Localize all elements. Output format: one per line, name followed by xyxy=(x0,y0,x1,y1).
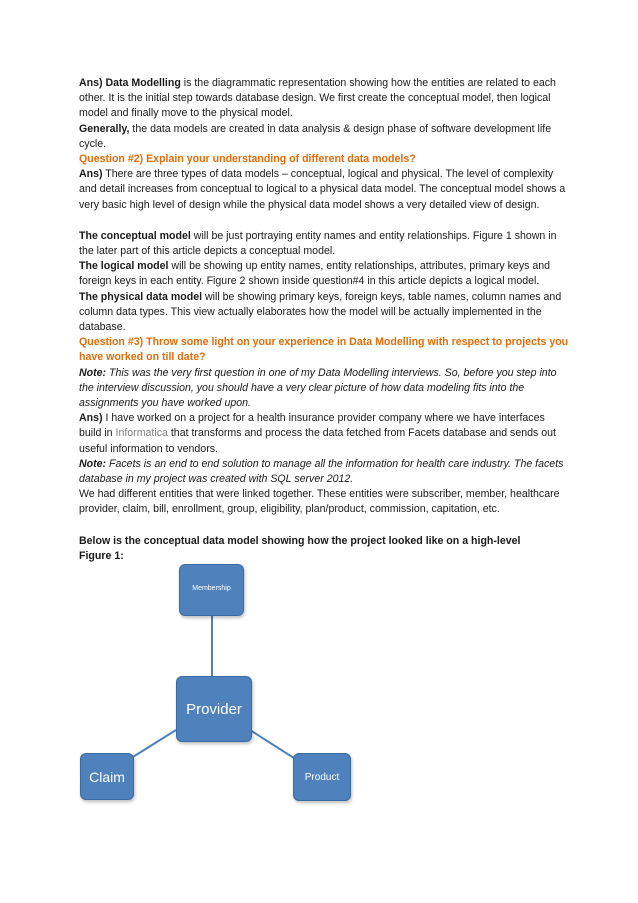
paragraph-generally xyxy=(79,122,569,152)
paragraph-ans2 xyxy=(79,167,569,213)
paragraph-logical xyxy=(79,259,569,289)
paragraph-physical xyxy=(79,290,569,336)
conceptual-lead: The conceptual model xyxy=(79,229,191,242)
logical-text: will be showing up entity names, entity relationships, attributes, primary keys and foreign keys in each entity. Figure 2 shown inside question#4 in this article depicts a logical model. xyxy=(79,260,551,288)
paragraph-note2 xyxy=(79,457,569,487)
paragraph-entities: We had different entities that were linked together. These entities were subscriber, member, healthcare provider, claim, bill, enrollment, group, eligibility, plan/product, commission, capitation, etc. xyxy=(79,488,560,516)
generally-text: the data models are created in data analysis & design phase of software development life cycle. xyxy=(79,122,552,150)
physical-lead: The physical data model xyxy=(79,290,203,303)
logical-lead: The logical model xyxy=(79,260,169,273)
ans2-text: There are three types of data models – conceptual, logical and physical. The level of complexity and detail increases from conceptual to logical to a physical data model. The conceptual model shows a very basic high level of design while the physical data model shows a very detailed view of design. xyxy=(79,168,566,211)
connector-provider-product xyxy=(250,730,297,760)
figure-label: Figure 1: xyxy=(79,549,124,562)
connector-provider-claim xyxy=(128,730,176,760)
note2-lead: Note: xyxy=(79,457,107,470)
note1-text: This was the very first question in one of my Data Modelling interviews. So, before you step into the interview discussion, you should have a very clear picture of how data modeling fits into the assignments you have worked upon. xyxy=(79,366,557,410)
ans2-lead: Ans) xyxy=(79,168,103,181)
question-2: Question #2) Explain your understanding of different data models? xyxy=(79,153,416,166)
ans1-text: is the diagrammatic representation showing how the entities are related to each other. It is the initial step towards database design. We first create the conceptual model, then logical model and finally move to the physical model. xyxy=(79,77,556,120)
entity-provider: Provider xyxy=(176,676,252,742)
entity-product: Product xyxy=(293,753,351,801)
paragraph-ans3 xyxy=(79,411,569,457)
question-3: Question #3) Throw some light on your experience in Data Modelling with respect to projects you have worked on till date? xyxy=(79,336,569,364)
ans1-lead: Ans) Data Modelling xyxy=(79,77,181,89)
paragraph-note1 xyxy=(79,366,569,412)
generally-lead: Generally, xyxy=(79,122,130,135)
physical-text: will be showing primary keys, foreign keys, table names, column names and column data types. This view actually elaborates how the model will be actually implemented in the database. xyxy=(79,290,562,334)
paragraph-ans1 xyxy=(79,76,569,122)
informatica-link[interactable]: Informatica xyxy=(115,427,168,440)
paragraph-below: Below is the conceptual data model showing how the project looked like on a high-level xyxy=(79,534,521,547)
paragraph-conceptual xyxy=(79,229,569,259)
note2-text: Facets is an end to end solution to manage all the information for health care industry. The facets database in my project was created with SQL server 2012. xyxy=(79,457,564,486)
ans3-text-b: that transforms and process the data fetched from Facets database and sends out useful information to vendors. xyxy=(79,427,556,455)
note1-lead: Note: xyxy=(79,366,107,379)
conceptual-text: will be just portraying entity names and entity relationships. Figure 1 shown in the later part of this article depicts a conceptual model. xyxy=(79,229,557,258)
ans3-text-a: I have worked on a project for a health insurance provider company where we have interfaces build in xyxy=(79,412,545,440)
entity-membership: Membership xyxy=(179,564,244,616)
ans3-lead: Ans) xyxy=(79,412,103,425)
entity-claim: Claim xyxy=(80,753,134,800)
document-body xyxy=(79,76,569,564)
